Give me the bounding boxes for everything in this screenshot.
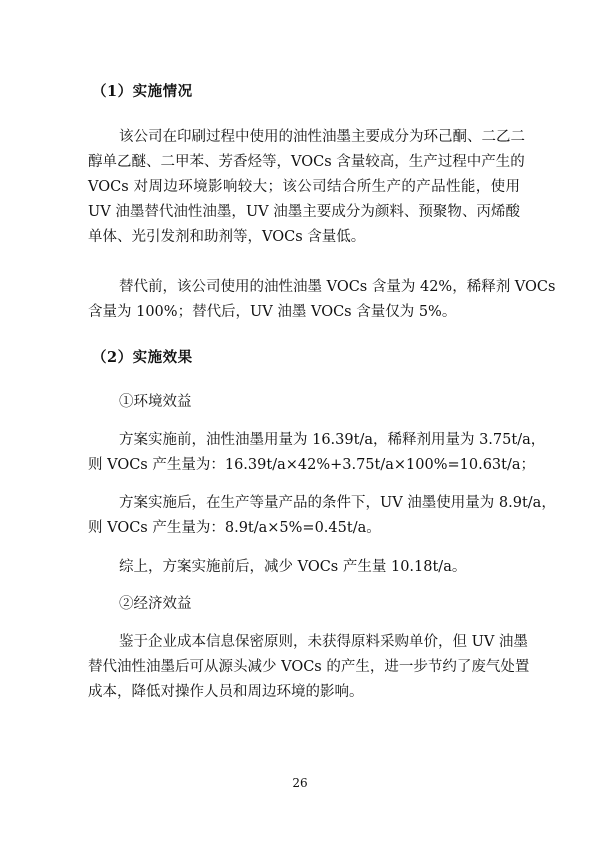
- text-line: 单体、光引发剂和助剂等，VOCs 含量低。: [88, 229, 366, 245]
- paragraph-before-implementation: [88, 428, 546, 478]
- text-line: 方案实施后，在生产等量产品的条件下，UV 油墨使用量为 8.9t/a，: [119, 495, 556, 511]
- paragraph-after-implementation: [88, 491, 556, 541]
- text-line: UV 油墨替代油性油墨，UV 油墨主要成分为颜料、预聚物、丙烯酸: [88, 204, 520, 220]
- text-line: 替代油性油墨后可从源头减少 VOCs 的产生，进一步节约了废气处置: [88, 659, 530, 675]
- paragraph-implementation-details: [88, 125, 525, 250]
- text-line: 则 VOCs 产生量为：8.9t/a×5%=0.45t/a。: [88, 520, 381, 536]
- section-heading-effects: （2）实施效果: [92, 349, 193, 366]
- text-line: ②经济效益: [119, 596, 192, 612]
- text-line: 成本，降低对操作人员和周边环境的影响。: [88, 684, 364, 700]
- text-line: 含量为 100%；替代后，UV 油墨 VOCs 含量仅为 5%。: [88, 304, 457, 320]
- text-line: 综上，方案实施前后，减少 VOCs 产生量 10.18t/a。: [119, 559, 467, 575]
- subheading-economic-benefit: [88, 592, 520, 617]
- text-line: VOCs 对周边环境影响较大；该公司结合所生产的产品性能，使用: [88, 179, 520, 195]
- paragraph-voc-content: [88, 275, 556, 325]
- text-line: 该公司在印刷过程中使用的油性油墨主要成分为环己酮、二乙二: [119, 129, 525, 145]
- text-line: 则 VOCs 产生量为：16.39t/a×42%+3.75t/a×100%=10.63t/a；: [88, 457, 536, 473]
- text-line: 醇单乙醚、二甲苯、芳香烃等，VOCs 含量较高，生产过程中产生的: [88, 154, 525, 170]
- text-line: 鉴于企业成本信息保密原则，未获得原料采购单价，但 UV 油墨: [119, 634, 528, 650]
- text-line: ①环境效益: [119, 394, 192, 410]
- paragraph-economic-benefit: [88, 630, 530, 705]
- page-number: 26: [292, 776, 308, 790]
- text-line: 替代前，该公司使用的油性油墨 VOCs 含量为 42%，稀释剂 VOCs: [119, 279, 556, 295]
- text-line: 方案实施前，油性油墨用量为 16.39t/a，稀释剂用量为 3.75t/a，: [119, 432, 546, 448]
- subheading-environmental-benefit: [88, 390, 520, 415]
- paragraph-summary: [88, 555, 520, 580]
- section-heading-implementation: （1）实施情况: [92, 83, 193, 100]
